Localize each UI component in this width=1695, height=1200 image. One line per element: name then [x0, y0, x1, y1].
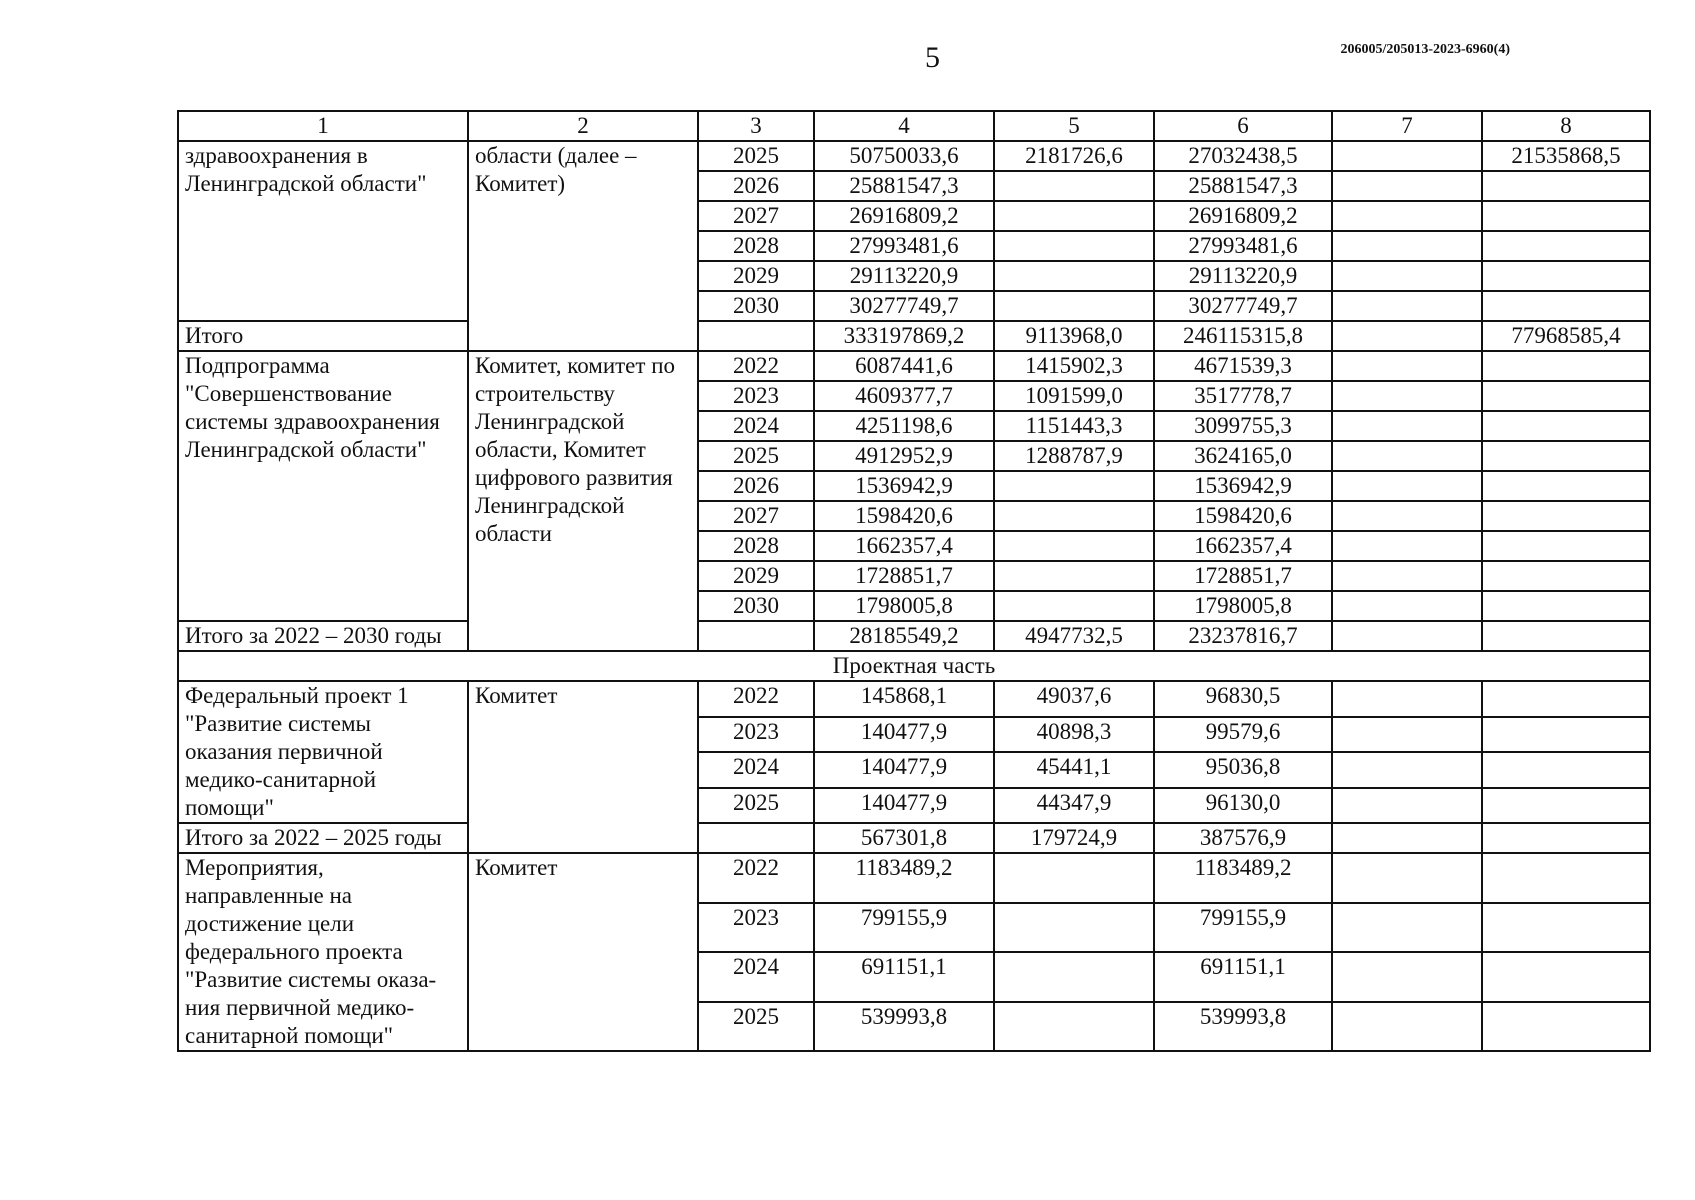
other-sources-cell — [1482, 201, 1650, 231]
other-sources-cell — [1482, 441, 1650, 471]
regional-budget-cell: 1183489,2 — [1154, 853, 1332, 903]
regional-budget-cell: 29113220,9 — [1154, 261, 1332, 291]
other-sources-cell — [1482, 717, 1650, 753]
local-budget-cell — [1332, 441, 1482, 471]
other-sources-cell — [1482, 591, 1650, 621]
other-sources-cell — [1482, 853, 1650, 903]
local-budget-cell — [1332, 261, 1482, 291]
table-row — [178, 141, 1650, 171]
column-number-header: 3 — [698, 111, 814, 141]
regional-budget-cell: 99579,6 — [1154, 717, 1332, 753]
local-budget-cell — [1332, 823, 1482, 853]
federal-budget-cell: 2181726,6 — [994, 141, 1154, 171]
federal-budget-cell: 1288787,9 — [994, 441, 1154, 471]
program-name-cell: здравоохранения в Ленинградской области" — [178, 141, 468, 321]
column-number-header: 8 — [1482, 111, 1650, 141]
program-name-cell: Федеральный проект 1 "Развитие системы оказания первичной медико-санитарной помощи" — [178, 681, 468, 823]
federal-budget-cell — [994, 231, 1154, 261]
other-sources-cell — [1482, 903, 1650, 953]
total-row — [178, 621, 1650, 651]
other-sources-cell — [1482, 531, 1650, 561]
year-cell: 2025 — [698, 441, 814, 471]
year-cell: 2025 — [698, 1002, 814, 1052]
local-budget-cell — [1332, 591, 1482, 621]
local-budget-cell — [1332, 952, 1482, 1002]
year-cell: 2027 — [698, 501, 814, 531]
year-cell: 2023 — [698, 903, 814, 953]
year-cell: 2026 — [698, 171, 814, 201]
local-budget-cell — [1332, 351, 1482, 381]
local-budget-cell — [1332, 752, 1482, 788]
year-cell: 2024 — [698, 952, 814, 1002]
year-cell: 2023 — [698, 381, 814, 411]
regional-budget-cell: 3517778,7 — [1154, 381, 1332, 411]
other-sources-cell — [1482, 231, 1650, 261]
federal-budget-cell — [994, 531, 1154, 561]
total-amount-cell: 799155,9 — [814, 903, 994, 953]
year-cell: 2023 — [698, 717, 814, 753]
regional-budget-cell: 23237816,7 — [1154, 621, 1332, 651]
federal-budget-cell: 49037,6 — [994, 681, 1154, 717]
local-budget-cell — [1332, 411, 1482, 441]
federal-budget-cell — [994, 591, 1154, 621]
year-cell: 2027 — [698, 201, 814, 231]
year-cell-empty — [698, 321, 814, 351]
total-amount-cell: 1598420,6 — [814, 501, 994, 531]
regional-budget-cell: 1598420,6 — [1154, 501, 1332, 531]
federal-budget-cell: 4947732,5 — [994, 621, 1154, 651]
regional-budget-cell: 95036,8 — [1154, 752, 1332, 788]
total-amount-cell: 1662357,4 — [814, 531, 994, 561]
other-sources-cell: 21535868,5 — [1482, 141, 1650, 171]
total-row — [178, 321, 1650, 351]
local-budget-cell — [1332, 171, 1482, 201]
local-budget-cell — [1332, 621, 1482, 651]
section-title: Проектная часть — [178, 651, 1650, 681]
budget-table-body — [178, 111, 1650, 1051]
federal-budget-cell — [994, 171, 1154, 201]
local-budget-cell — [1332, 381, 1482, 411]
federal-budget-cell — [994, 261, 1154, 291]
regional-budget-cell: 691151,1 — [1154, 952, 1332, 1002]
local-budget-cell — [1332, 903, 1482, 953]
total-amount-cell: 145868,1 — [814, 681, 994, 717]
federal-budget-cell — [994, 501, 1154, 531]
regional-budget-cell: 246115315,8 — [1154, 321, 1332, 351]
regional-budget-cell: 3624165,0 — [1154, 441, 1332, 471]
local-budget-cell — [1332, 788, 1482, 824]
other-sources-cell — [1482, 952, 1650, 1002]
regional-budget-cell: 387576,9 — [1154, 823, 1332, 853]
federal-budget-cell: 44347,9 — [994, 788, 1154, 824]
page-number: 5 — [925, 41, 940, 74]
executor-cell: Комитет — [468, 853, 698, 1051]
total-amount-cell: 6087441,6 — [814, 351, 994, 381]
executor-cell: Комитет — [468, 681, 698, 853]
table-row — [178, 681, 1650, 717]
total-amount-cell: 140477,9 — [814, 752, 994, 788]
year-cell: 2030 — [698, 291, 814, 321]
total-amount-cell: 1798005,8 — [814, 591, 994, 621]
year-cell: 2029 — [698, 261, 814, 291]
year-cell: 2022 — [698, 351, 814, 381]
regional-budget-cell: 30277749,7 — [1154, 291, 1332, 321]
local-budget-cell — [1332, 717, 1482, 753]
total-label-cell: Итого за 2022 – 2025 годы — [178, 823, 468, 853]
year-cell: 2026 — [698, 471, 814, 501]
other-sources-cell — [1482, 752, 1650, 788]
federal-budget-cell — [994, 1002, 1154, 1052]
executor-cell: Комитет, комитет по строительству Ленинградской области, Комитет цифрового развития Ленинградской области — [468, 351, 698, 651]
total-amount-cell: 4912952,9 — [814, 441, 994, 471]
total-amount-cell: 1728851,7 — [814, 561, 994, 591]
federal-budget-cell: 45441,1 — [994, 752, 1154, 788]
total-amount-cell: 140477,9 — [814, 788, 994, 824]
section-row — [178, 651, 1650, 681]
other-sources-cell — [1482, 681, 1650, 717]
local-budget-cell — [1332, 1002, 1482, 1052]
total-amount-cell: 29113220,9 — [814, 261, 994, 291]
budget-table — [177, 110, 1651, 1052]
total-amount-cell: 28185549,2 — [814, 621, 994, 651]
year-cell-empty — [698, 621, 814, 651]
total-amount-cell: 1183489,2 — [814, 853, 994, 903]
total-amount-cell: 1536942,9 — [814, 471, 994, 501]
federal-budget-cell — [994, 952, 1154, 1002]
total-amount-cell: 25881547,3 — [814, 171, 994, 201]
local-budget-cell — [1332, 201, 1482, 231]
total-amount-cell: 4251198,6 — [814, 411, 994, 441]
header-row — [178, 111, 1650, 141]
table-row — [178, 853, 1650, 903]
year-cell: 2030 — [698, 591, 814, 621]
total-label-cell: Итого — [178, 321, 468, 351]
other-sources-cell — [1482, 561, 1650, 591]
year-cell: 2024 — [698, 411, 814, 441]
regional-budget-cell: 1536942,9 — [1154, 471, 1332, 501]
regional-budget-cell: 3099755,3 — [1154, 411, 1332, 441]
federal-budget-cell: 40898,3 — [994, 717, 1154, 753]
other-sources-cell — [1482, 471, 1650, 501]
column-number-header: 5 — [994, 111, 1154, 141]
regional-budget-cell: 27032438,5 — [1154, 141, 1332, 171]
federal-budget-cell: 1091599,0 — [994, 381, 1154, 411]
column-number-header: 6 — [1154, 111, 1332, 141]
regional-budget-cell: 799155,9 — [1154, 903, 1332, 953]
federal-budget-cell — [994, 561, 1154, 591]
local-budget-cell — [1332, 501, 1482, 531]
table-row — [178, 351, 1650, 381]
federal-budget-cell — [994, 201, 1154, 231]
year-cell: 2029 — [698, 561, 814, 591]
program-name-cell: Мероприятия, направленные на достижение цели федерального проекта "Развитие системы оказа-ния первичной медико-санитарной помощи" — [178, 853, 468, 1051]
federal-budget-cell — [994, 853, 1154, 903]
local-budget-cell — [1332, 561, 1482, 591]
year-cell: 2022 — [698, 853, 814, 903]
federal-budget-cell: 1415902,3 — [994, 351, 1154, 381]
local-budget-cell — [1332, 321, 1482, 351]
local-budget-cell — [1332, 471, 1482, 501]
regional-budget-cell: 1798005,8 — [1154, 591, 1332, 621]
document-id: 206005/205013-2023-6960(4) — [1340, 42, 1510, 57]
column-number-header: 2 — [468, 111, 698, 141]
local-budget-cell — [1332, 291, 1482, 321]
total-amount-cell: 26916809,2 — [814, 201, 994, 231]
local-budget-cell — [1332, 141, 1482, 171]
total-amount-cell: 691151,1 — [814, 952, 994, 1002]
total-amount-cell: 140477,9 — [814, 717, 994, 753]
regional-budget-cell: 539993,8 — [1154, 1002, 1332, 1052]
regional-budget-cell: 96130,0 — [1154, 788, 1332, 824]
total-amount-cell: 50750033,6 — [814, 141, 994, 171]
other-sources-cell — [1482, 351, 1650, 381]
year-cell-empty — [698, 823, 814, 853]
federal-budget-cell: 179724,9 — [994, 823, 1154, 853]
federal-budget-cell: 1151443,3 — [994, 411, 1154, 441]
total-amount-cell: 539993,8 — [814, 1002, 994, 1052]
other-sources-cell — [1482, 788, 1650, 824]
executor-cell: области (далее – Комитет) — [468, 141, 698, 351]
year-cell: 2028 — [698, 531, 814, 561]
federal-budget-cell — [994, 471, 1154, 501]
total-amount-cell: 27993481,6 — [814, 231, 994, 261]
regional-budget-cell: 1728851,7 — [1154, 561, 1332, 591]
local-budget-cell — [1332, 231, 1482, 261]
total-amount-cell: 333197869,2 — [814, 321, 994, 351]
other-sources-cell — [1482, 261, 1650, 291]
other-sources-cell — [1482, 1002, 1650, 1052]
year-cell: 2028 — [698, 231, 814, 261]
total-amount-cell: 567301,8 — [814, 823, 994, 853]
federal-budget-cell — [994, 903, 1154, 953]
total-row — [178, 823, 1650, 853]
other-sources-cell — [1482, 381, 1650, 411]
column-number-header: 1 — [178, 111, 468, 141]
year-cell: 2024 — [698, 752, 814, 788]
federal-budget-cell: 9113968,0 — [994, 321, 1154, 351]
other-sources-cell: 77968585,4 — [1482, 321, 1650, 351]
total-label-cell: Итого за 2022 – 2030 годы — [178, 621, 468, 651]
local-budget-cell — [1332, 853, 1482, 903]
local-budget-cell — [1332, 531, 1482, 561]
local-budget-cell — [1332, 681, 1482, 717]
year-cell: 2025 — [698, 141, 814, 171]
other-sources-cell — [1482, 823, 1650, 853]
federal-budget-cell — [994, 291, 1154, 321]
total-amount-cell: 30277749,7 — [814, 291, 994, 321]
other-sources-cell — [1482, 411, 1650, 441]
other-sources-cell — [1482, 291, 1650, 321]
other-sources-cell — [1482, 171, 1650, 201]
column-number-header: 4 — [814, 111, 994, 141]
regional-budget-cell: 26916809,2 — [1154, 201, 1332, 231]
column-number-header: 7 — [1332, 111, 1482, 141]
other-sources-cell — [1482, 621, 1650, 651]
regional-budget-cell: 96830,5 — [1154, 681, 1332, 717]
regional-budget-cell: 25881547,3 — [1154, 171, 1332, 201]
year-cell: 2022 — [698, 681, 814, 717]
program-name-cell: Подпрограмма "Совершенствование системы здравоохранения Ленинградской области" — [178, 351, 468, 621]
total-amount-cell: 4609377,7 — [814, 381, 994, 411]
regional-budget-cell: 27993481,6 — [1154, 231, 1332, 261]
regional-budget-cell: 1662357,4 — [1154, 531, 1332, 561]
regional-budget-cell: 4671539,3 — [1154, 351, 1332, 381]
other-sources-cell — [1482, 501, 1650, 531]
year-cell: 2025 — [698, 788, 814, 824]
